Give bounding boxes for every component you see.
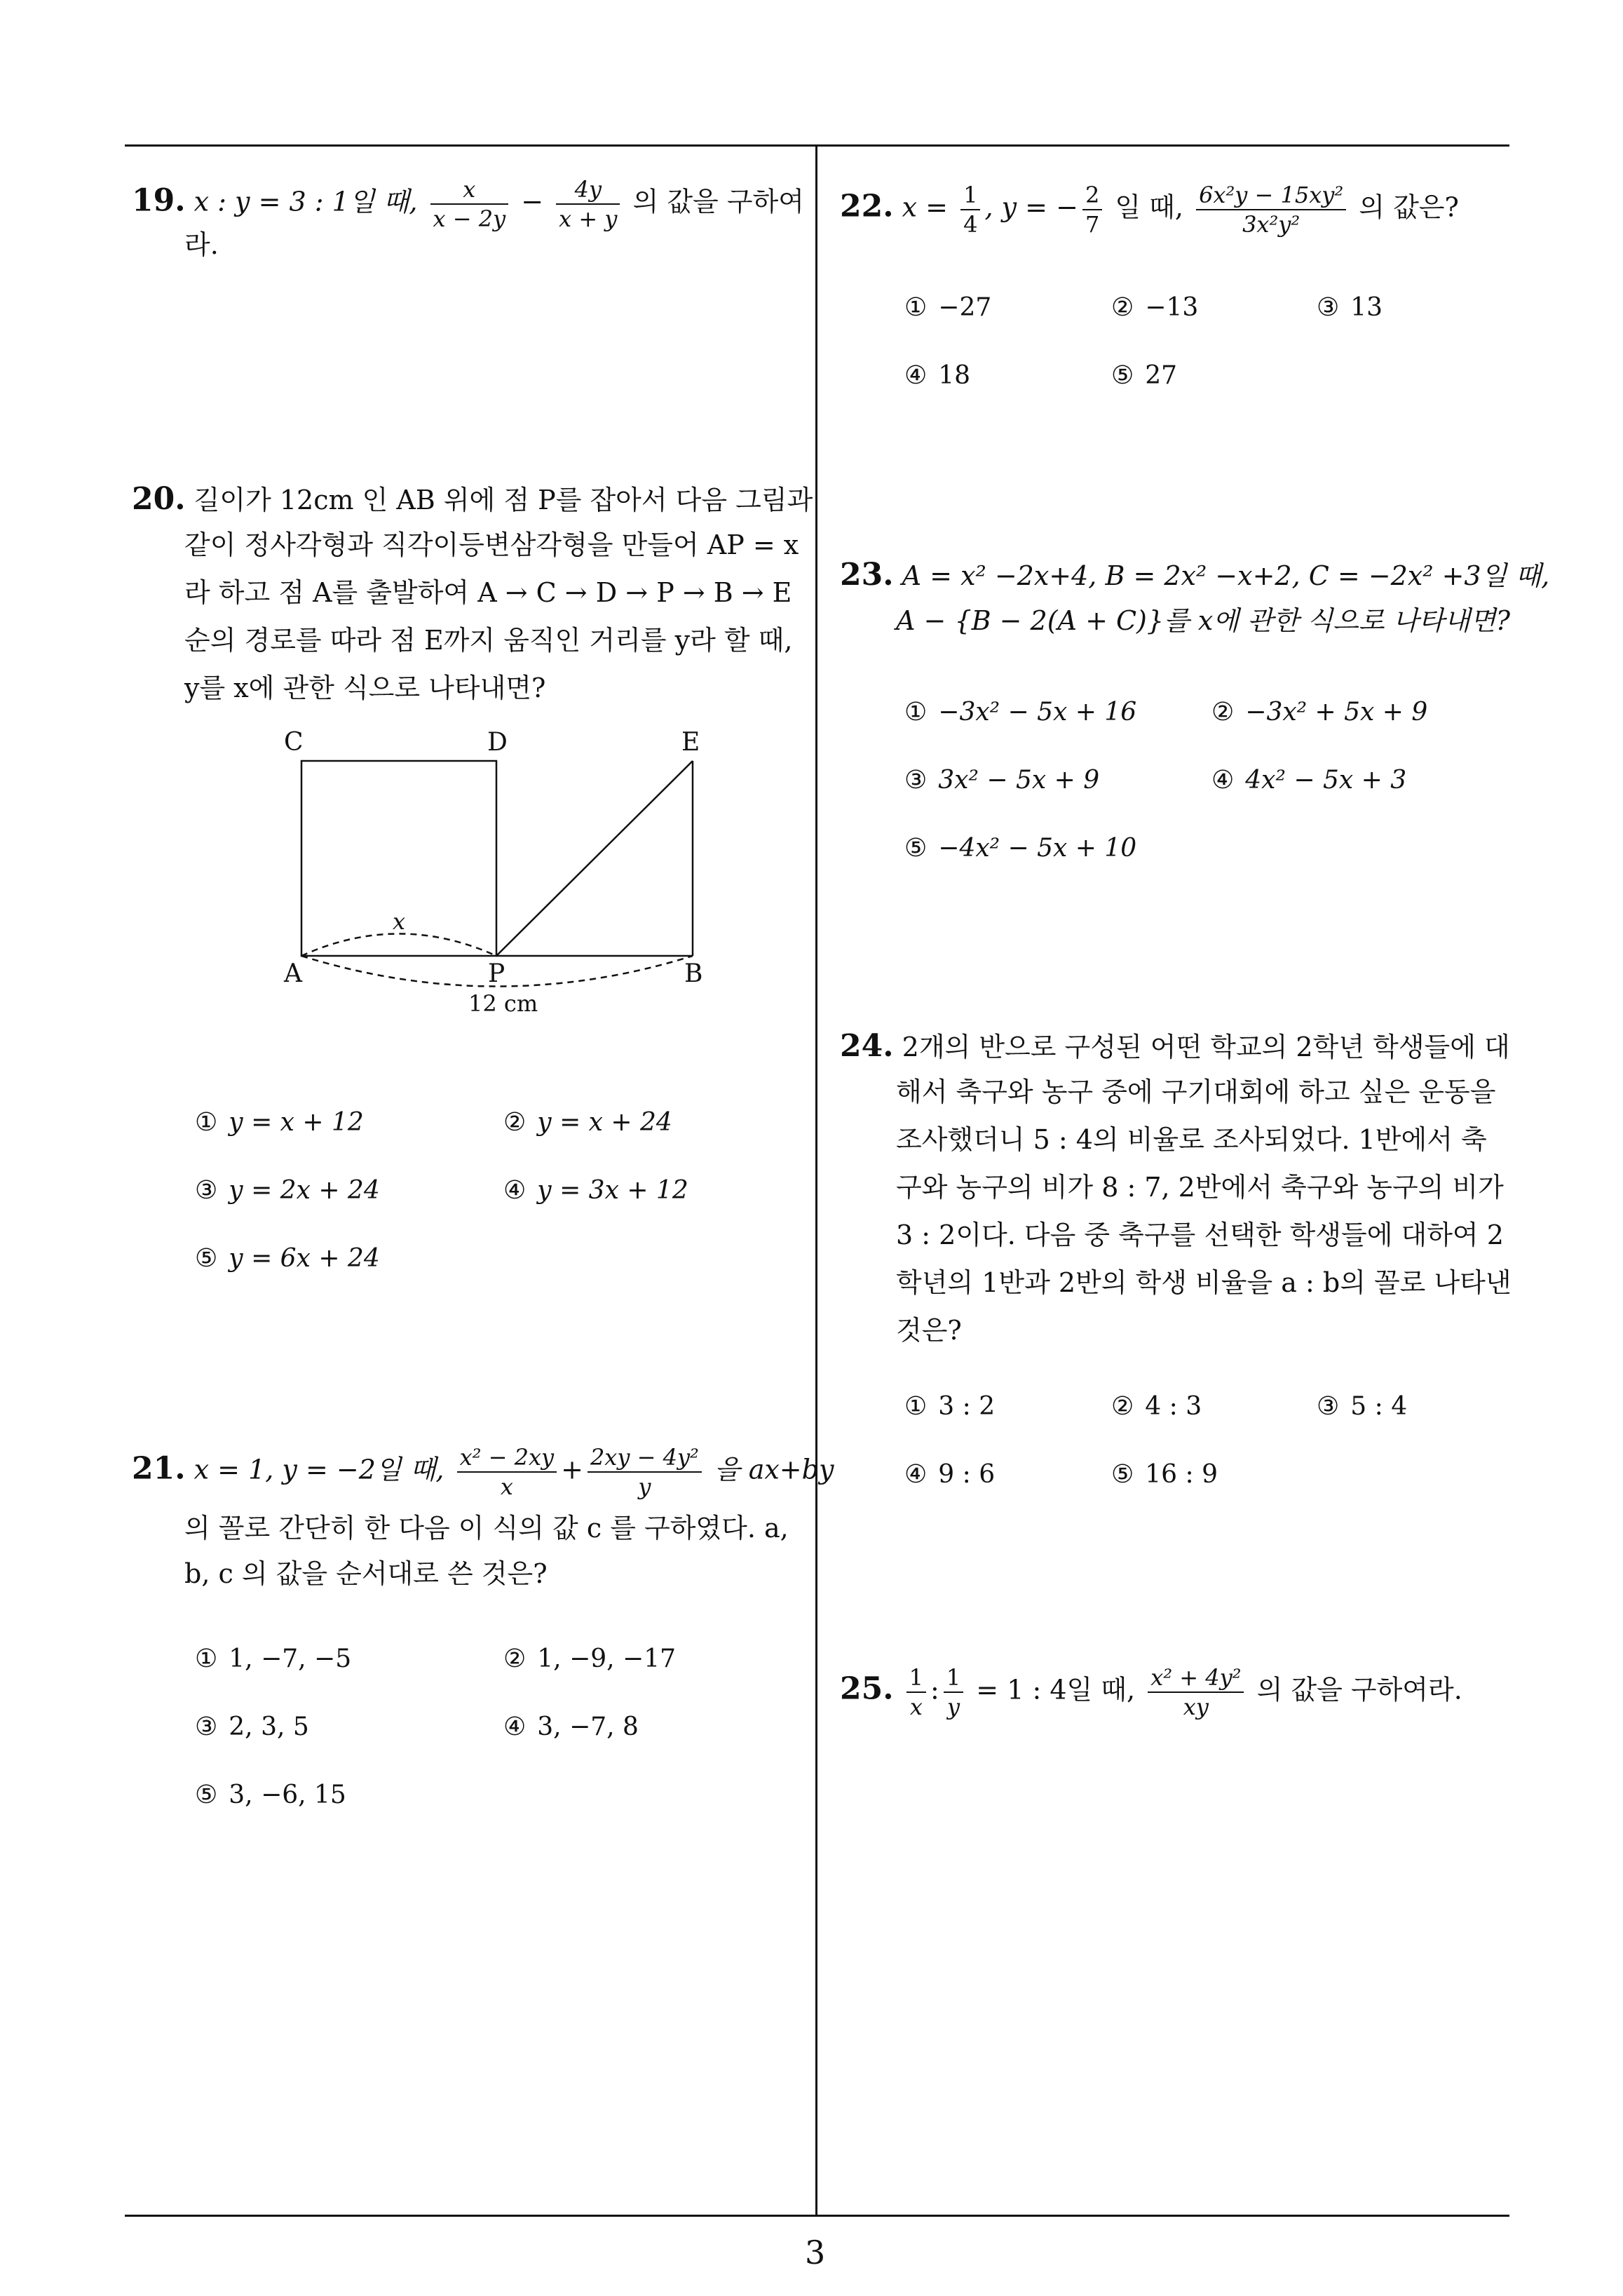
q24-line6: 학년의 1반과 2반의 학생 비율을 a : b의 꼴로 나타낸 — [896, 1267, 1512, 1298]
q21-choice-1[interactable]: ① 1, −7, −5 — [195, 1645, 352, 1673]
q20-figure — [266, 722, 715, 1024]
segment-pe — [496, 761, 693, 956]
q20-line3: 라 하고 점 A를 출발하여 A → C → D → P → B → E — [184, 577, 792, 608]
q24-line1 — [840, 1028, 1510, 1064]
q24-choice-3[interactable]: ③ 5 : 4 — [1317, 1392, 1408, 1421]
q24-choice-2[interactable]: ② 4 : 3 — [1111, 1392, 1202, 1421]
q22-text-d: 의 값은? — [1359, 191, 1459, 223]
q23-line1 — [840, 557, 1550, 593]
q23-choice-1[interactable]: ① −3x² − 5x + 16 — [904, 698, 1137, 727]
label-p: P — [488, 959, 505, 988]
bottom-rule — [125, 2215, 1509, 2217]
q21-choice-4[interactable]: ④ 3, −7, 8 — [503, 1713, 639, 1741]
arc-ap — [301, 934, 496, 957]
q22-choice-2[interactable]: ② −13 — [1111, 293, 1199, 322]
q21-text-a: x = 1, y = −2일 때, — [193, 1454, 444, 1485]
q24-line5: 3 : 2이다. 다음 중 축구를 선택한 학생들에 대하여 2 — [896, 1220, 1504, 1250]
q21-choice-3[interactable]: ③ 2, 3, 5 — [195, 1713, 309, 1741]
q22-line1 — [840, 181, 1459, 238]
q20-number: 20. — [132, 481, 186, 517]
q24-choice-1[interactable]: ① 3 : 2 — [904, 1392, 996, 1421]
q21-line1 — [132, 1443, 834, 1501]
label-12cm: 12 cm — [468, 990, 538, 1017]
q22-choice-3[interactable]: ③ 13 — [1317, 293, 1383, 322]
q19-text-b: 의 값을 구하여 — [632, 186, 804, 217]
q21-choice-2[interactable]: ② 1, −9, −17 — [503, 1645, 676, 1673]
q23-number: 23. — [840, 557, 894, 593]
q21-plus: + — [561, 1454, 583, 1485]
q25-fraction-3: $\frac{\text{x² + 4y²}}{xy}$ — [1148, 1663, 1244, 1721]
column-divider — [815, 144, 817, 2217]
q25-fraction-2: $\frac{1}{y}$ — [944, 1663, 963, 1721]
q23-line2: A − {B − 2(A + C)}를 x에 관한 식으로 나타내면? — [896, 605, 1510, 636]
label-b: B — [684, 959, 703, 988]
label-d: D — [487, 728, 508, 757]
q24-line2: 해서 축구와 농구 중에 구기대회에 하고 싶은 운동을 — [896, 1076, 1496, 1107]
q23-choice-2[interactable]: ② −3x² + 5x + 9 — [1211, 698, 1428, 727]
q24-line7: 것은? — [896, 1315, 962, 1346]
q23-text-1: A = x² −2x+4, B = 2x² −x+2, C = −2x² +3일 때, — [902, 560, 1550, 591]
q22-text-a: x = — [902, 191, 949, 223]
q21-text-b: 을 ax+by — [714, 1454, 834, 1485]
q24-line3: 조사했더니 5 : 4의 비율로 조사되었다. 1반에서 축 — [896, 1124, 1487, 1155]
q23-choice-5[interactable]: ⑤ −4x² − 5x + 10 — [904, 834, 1137, 863]
q24-choice-5[interactable]: ⑤ 16 : 9 — [1111, 1460, 1218, 1489]
q21-fraction-2: $\frac{\text{2xy − 4y²}}{y}$ — [588, 1443, 702, 1501]
page-number: 3 — [805, 2234, 826, 2271]
q24-number: 24. — [840, 1028, 894, 1064]
q19-text-a: x : y = 3 : 1일 때, — [193, 186, 418, 217]
q22-choice-4[interactable]: ④ 18 — [904, 361, 971, 390]
label-a: A — [284, 959, 302, 988]
q21-choice-5[interactable]: ⑤ 3, −6, 15 — [195, 1781, 346, 1809]
q20-choice-2[interactable]: ② y = x + 24 — [503, 1108, 672, 1137]
label-e: E — [681, 728, 700, 757]
q20-line1 — [132, 481, 813, 517]
q22-fraction-3: $\frac{\text{6x²y − 15xy²}}{\text{3x²y²}}$ — [1196, 181, 1346, 238]
label-x: x — [393, 908, 406, 935]
q20-choice-1[interactable]: ① y = x + 12 — [195, 1108, 364, 1137]
q20-line2: 같이 정사각형과 직각이등변삼각형을 만들어 AP = x — [184, 529, 799, 560]
q22-fraction-2: $\frac{2}{7}$ — [1082, 181, 1102, 238]
q25-text-a: = 1 : 4일 때, — [976, 1674, 1136, 1706]
q25-number: 25. — [840, 1670, 894, 1707]
q19-line2: 라. — [184, 229, 219, 260]
q23-choice-3[interactable]: ③ 3x² − 5x + 9 — [904, 766, 1100, 795]
q21-fraction-1: $\frac{\text{x² − 2xy}}{x}$ — [457, 1443, 557, 1501]
q21-line3: b, c 의 값을 순서대로 쓴 것은? — [184, 1558, 548, 1589]
q19-line1 — [132, 175, 804, 233]
q22-number: 22. — [840, 188, 894, 224]
q20-choice-3[interactable]: ③ y = 2x + 24 — [195, 1176, 380, 1205]
q23-choice-4[interactable]: ④ 4x² − 5x + 3 — [1211, 766, 1407, 795]
q22-text-b: , y = − — [984, 191, 1078, 223]
q19-number: 19. — [132, 182, 186, 219]
q24-text-1: 2개의 반으로 구성된 어떤 학교의 2학년 학생들에 대 — [902, 1032, 1510, 1062]
q20-text-1: 길이가 12cm 인 AB 위에 점 P를 잡아서 다음 그림과 — [193, 485, 813, 515]
q22-text-c: 일 때, — [1115, 191, 1183, 223]
q19-fraction-1: $\frac{x}{x - 2y}$ — [430, 175, 509, 233]
q25-colon: : — [930, 1674, 939, 1706]
q25-text-b: 의 값을 구하여라. — [1256, 1674, 1462, 1706]
q21-number: 21. — [132, 1450, 186, 1487]
q22-fraction-1: $\frac{1}{4}$ — [960, 181, 980, 238]
q21-line2: 의 꼴로 간단히 한 다음 이 식의 값 c 를 구하였다. a, — [184, 1513, 789, 1544]
q24-line4: 구와 농구의 비가 8 : 7, 2반에서 축구와 농구의 비가 — [896, 1172, 1504, 1203]
label-c: C — [284, 728, 304, 757]
q24-choice-4[interactable]: ④ 9 : 6 — [904, 1460, 996, 1489]
q22-choice-1[interactable]: ① −27 — [904, 293, 992, 322]
q25-line1 — [840, 1663, 1462, 1721]
q25-fraction-1: $\frac{1}{x}$ — [906, 1663, 926, 1721]
q20-choice-5[interactable]: ⑤ y = 6x + 24 — [195, 1244, 380, 1273]
q20-choice-4[interactable]: ④ y = 3x + 12 — [503, 1176, 688, 1205]
q19-fraction-2: $\frac{4y}{x + y}$ — [556, 175, 620, 233]
q22-choice-5[interactable]: ⑤ 27 — [1111, 361, 1178, 390]
q19-minus: − — [521, 186, 544, 217]
q20-line5: y를 x에 관한 식으로 나타내면? — [184, 673, 546, 703]
q20-line4: 순의 경로를 따라 점 E까지 움직인 거리를 y라 할 때, — [184, 625, 793, 656]
